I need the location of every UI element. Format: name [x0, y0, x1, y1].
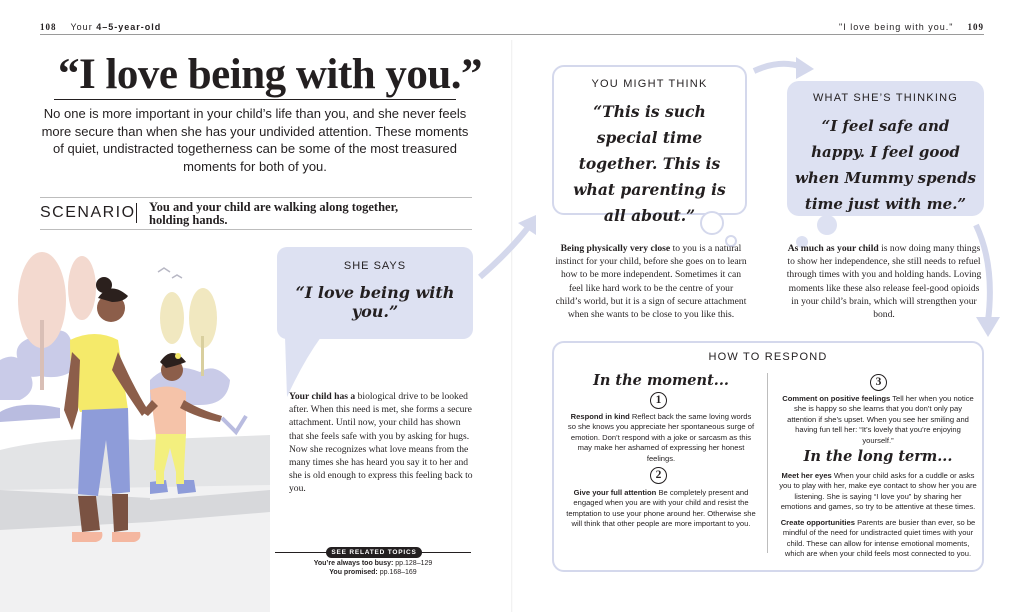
see-related-title: You promised: — [329, 569, 378, 576]
tip-create-opportunities — [779, 518, 977, 560]
how-to-respond-heading: HOW TO RESPOND — [708, 351, 828, 363]
in-the-moment-heading: In the moment... — [593, 372, 729, 389]
what-shes-thinking-heading: WHAT SHE’S THINKING — [812, 92, 959, 104]
scenario-rule-top — [40, 197, 472, 198]
intro-paragraph: No one is more important in your child’s life than you, and she never feels more secure than when she has your undivided attention. These moments of quiet, undistracted togetherness can be some of the most treasured moments for both of you. — [41, 106, 469, 174]
running-header-left — [40, 22, 161, 32]
running-title-prefix: Your — [70, 22, 97, 32]
physical-closeness-paragraph — [555, 242, 747, 321]
you-might-think-bubble — [552, 65, 747, 225]
tip-title: Give your full attention — [573, 488, 657, 497]
see-related-link[interactable] — [275, 560, 471, 567]
tip-text: When your child asks for a cuddle or asks you to play with her, make eye contact to show her you are listening. She is saying “I love you” by sharing her emotions and games, so try to be attentive at these times. — [779, 471, 977, 512]
page-number-right: 109 — [967, 22, 984, 32]
you-might-think-heading: YOU MIGHT THINK — [591, 78, 708, 90]
see-related-title: You’re always too busy: — [313, 560, 394, 567]
tip-text: Reflect back the same loving words so she knows you appreciate her spontaneous surge of emotion. Don’t respond with a joke or sarcasm as this may make her ashamed of expressing her honest feelings. — [567, 412, 755, 463]
tip-meet-her-eyes — [779, 471, 977, 513]
tip-respond-in-kind — [566, 412, 756, 464]
paragraph-body: to you is a natural instinct for your child, before she goes on to learn how to be more independent. Sometimes it can feel like hard work to be the centre of your child’s world, but it is a sign of secure attachment when she wants to be close to you like this. — [555, 243, 747, 321]
speech-bubble-tail — [283, 337, 323, 397]
paragraph-lead: Being physically very close — [560, 243, 671, 254]
scenario-rule-bottom — [40, 229, 472, 230]
tip-text: Be completely present and engaged when you are with your child and resist the temptation to use your phone around her. Otherwise she will think that other people are more important to you. — [566, 488, 756, 529]
column-divider — [767, 373, 768, 553]
independence-paragraph — [785, 242, 983, 321]
thought-bubble-dot — [817, 215, 837, 235]
paragraph-lead: As much as your child — [787, 243, 879, 254]
see-related-pages: pp.168–169 — [377, 569, 417, 576]
header-rule — [40, 34, 984, 35]
page-title: “I love being with you.” — [58, 51, 483, 98]
she-says-heading: SHE SAYS — [343, 260, 407, 272]
mother-daughter-illustration — [0, 240, 270, 612]
scenario-divider — [136, 203, 137, 223]
page-number-left: 108 — [40, 22, 57, 32]
running-header-right — [839, 22, 984, 32]
in-the-long-term-heading: In the long term... — [803, 448, 953, 465]
title-underline — [54, 99, 456, 100]
tip-title: Create opportunities — [780, 518, 855, 527]
paragraph-body: is now doing many things to show her independence, she still needs to refuel through times with you and holding hands. Loving moments like these also release feel-good opioids in your child’s brain, which will strengthen your bond. — [786, 243, 982, 321]
child-paragraph — [289, 390, 473, 496]
see-related-label: SEE RELATED TOPICS — [326, 547, 422, 558]
running-title-age: 4–5-year-old — [96, 22, 162, 32]
tip-text: Tell her when you notice she is happy so she learns that you don’t only pay attention if she’s upset. When you see her smiling and having fun tell her: “It’s lovely that you’re enjoying yourself.” — [787, 394, 974, 445]
tip-positive-feelings — [779, 394, 977, 446]
scenario-text: You and your child are walking along together, holding hands. — [149, 200, 399, 227]
child-paragraph-body: biological drive to be looked after. When this need is met, she forms a secure attachment. Until now, your child has shown that she feels safe with you by asking for hugs. Now she recognizes what love means from the many times she has heard you say it to her and she is old enough to express this feeling back to you. — [289, 391, 473, 495]
see-related-pages: pp.128–129 — [393, 560, 433, 567]
she-says-bubble — [277, 247, 473, 339]
tip-number: 1 — [650, 392, 667, 409]
tip-title: Comment on positive feelings — [782, 394, 891, 403]
tip-number: 3 — [870, 374, 887, 391]
child-paragraph-lead: Your child has a — [289, 391, 356, 402]
thought-bubble-dot — [700, 211, 724, 235]
tip-full-attention — [566, 488, 756, 530]
you-might-think-quote: “This is such special time together. This is what parenting is all about.” — [573, 102, 726, 225]
tip-title: Meet her eyes — [781, 471, 832, 480]
tip-title: Respond in kind — [570, 412, 630, 421]
she-says-quote: “I love being with you.” — [295, 283, 455, 321]
running-title-right: "I love being with you." — [839, 22, 954, 32]
scenario-label: SCENARIO — [40, 204, 136, 221]
tip-number: 2 — [650, 467, 667, 484]
tip-text: Parents are busier than ever, so be mindful of the need for undistracted quiet times with your child. These can allow for intense emotional moments, which are when your child feels most connected to you. — [782, 518, 976, 559]
see-related-link[interactable] — [275, 569, 471, 576]
what-shes-thinking-bubble — [787, 81, 984, 216]
what-shes-thinking-quote: “I feel safe and happy. I feel good when Mummy spends time just with me.” — [795, 117, 976, 213]
